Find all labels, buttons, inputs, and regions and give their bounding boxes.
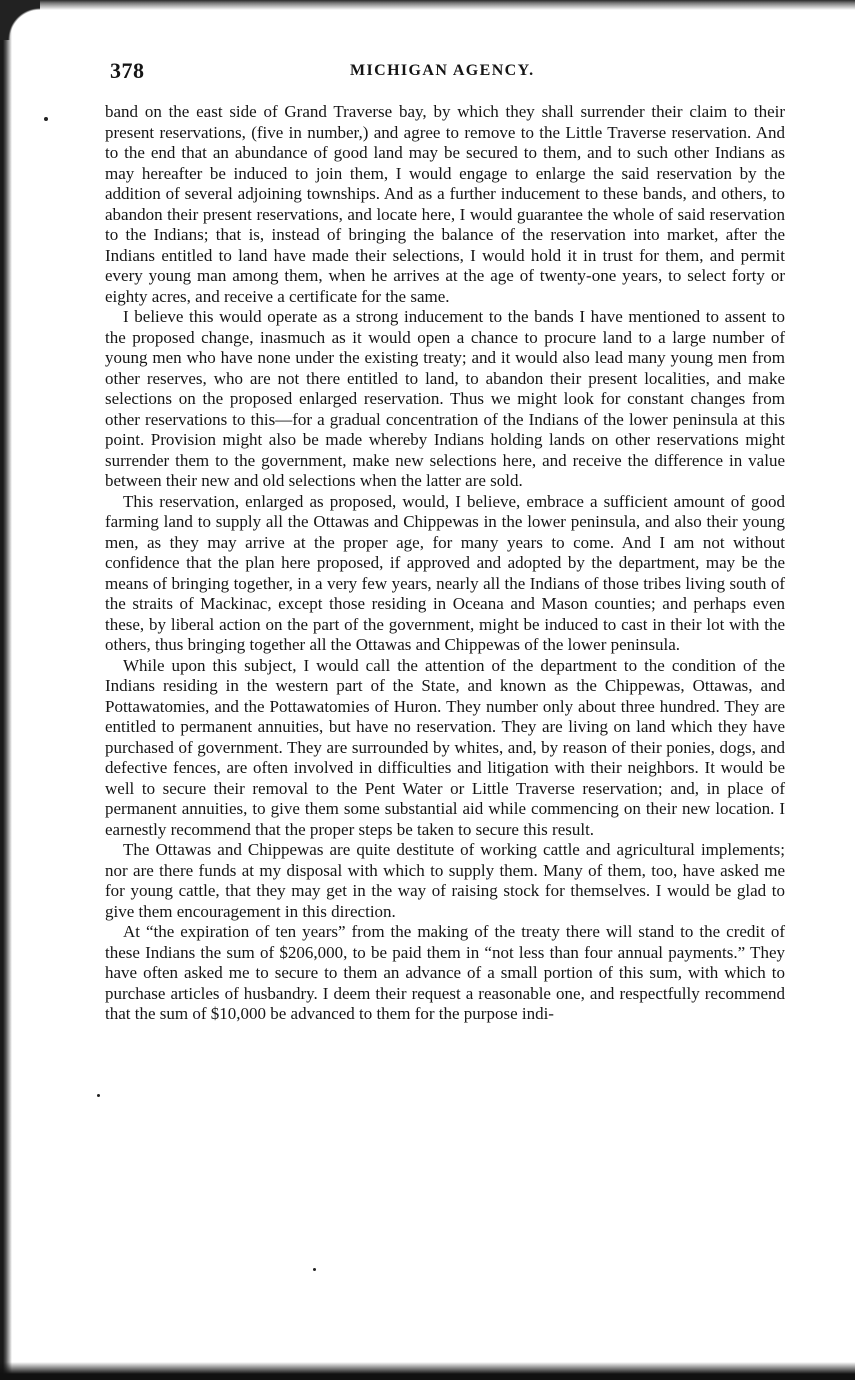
page-edge-shadow-bottom bbox=[0, 1362, 855, 1380]
paragraph: This reservation, enlarged as proposed, would, I believe, embrace a sufficient amount of good farming land to supply all the Ottawas and Chippewas in the lower peninsula, and also their young men, as they may arrive at the proper age, for many years to come. And I am not without confidence that the plan here proposed, if approved and adopted by the department, may be the means of bringing together, in a very few years, nearly all the Indians of those tribes living south of the straits of Mackinac, except those residing in Oceana and Mason counties; and perhaps even these, by liberal action on the part of the government, might be induced to cast in their lot with the others, thus bringing together all the Ottawas and Chippewas of the lower peninsula. bbox=[105, 491, 785, 654]
page-edge-shadow-left bbox=[0, 0, 12, 1380]
page-header bbox=[110, 58, 790, 88]
page-edge-shadow-top bbox=[0, 0, 855, 10]
page-corner-curl bbox=[0, 0, 40, 40]
running-head: MICHIGAN AGENCY. bbox=[350, 62, 535, 79]
ink-speck bbox=[97, 1094, 100, 1097]
paragraph: At “the expiration of ten years” from the making of the treaty there will stand to the credit of these Indians the sum of $206,000, to be paid them in “not less than four annual payments.” They have often asked me to secure to them an advance of a small portion of this sum, with which to purchase articles of husbandry. I deem their request a reasonable one, and respectfully recommend that the sum of $10,000 be advanced to them for the purpose indi- bbox=[105, 922, 785, 1023]
paragraph-continued: band on the east side of Grand Traverse bay, by which they shall surrender their claim to their present reservations, (five in number,) and agree to remove to the Little Traverse reservation. And to the end that an abundance of good land may be secured to them, and to such other Indians as may hereafter be induced to join them, I would engage to enlarge the said reservation by the addition of several adjoining townships. And as a further inducement to these bands, and others, to abandon their present reservations, and locate here, I would guarantee the whole of said reservation to the Indians; that is, instead of bringing the balance of the reservation into market, after the Indians entitled to land have made their selections, I would hold it in trust for them, and permit every young man among them, when he arrives at the age of twenty-one years, to select forty or eighty acres, and receive a certificate for the same. bbox=[105, 102, 785, 306]
ink-speck bbox=[313, 1268, 316, 1271]
page-number: 378 bbox=[110, 58, 145, 83]
paragraph: While upon this subject, I would call the attention of the department to the condition of the Indians residing in the western part of the State, and known as the Chippewas, Ottawas, and Pottawatomies, and the Pottawatomies of Huron. They number only about three hundred. They are entitled to permanent annuities, but have no reservation. They are living on land which they have purchased of government. They are surrounded by whites, and, by reason of their ponies, dogs, and defective fences, are often involved in difficulties and litigation with their neighbors. It would be well to secure their removal to the Pent Water or Little Traverse reservation; and, in place of permanent annuities, to give them some substantial aid while commencing on their new location. I earnestly recommend that the proper steps be taken to secure this result. bbox=[105, 655, 785, 839]
ink-speck bbox=[44, 117, 48, 121]
body-text bbox=[105, 102, 785, 1025]
paragraph: The Ottawas and Chippewas are quite destitute of working cattle and agricultural implements; nor are there funds at my disposal with which to supply them. Many of them, too, have asked me for young cattle, that they may get in the way of raising stock for themselves. I would be glad to give them encouragement in this direction. bbox=[105, 840, 785, 921]
paragraph: I believe this would operate as a strong inducement to the bands I have mentioned to assent to the proposed change, inasmuch as it would open a chance to procure land to a large number of young men who have none under the existing treaty; and it would also lead many young men from other reserves, who are not there entitled to land, to abandon their present localities, and make selections on the proposed enlarged reservation. Thus we might look for constant changes from other reservations to this—for a gradual concentration of the Indians of the lower peninsula at this point. Provision might also be made whereby Indians holding lands on other reservations might surrender them to the government, make new selections here, and receive the difference in value between their new and old selections when the latter are sold. bbox=[105, 307, 785, 490]
